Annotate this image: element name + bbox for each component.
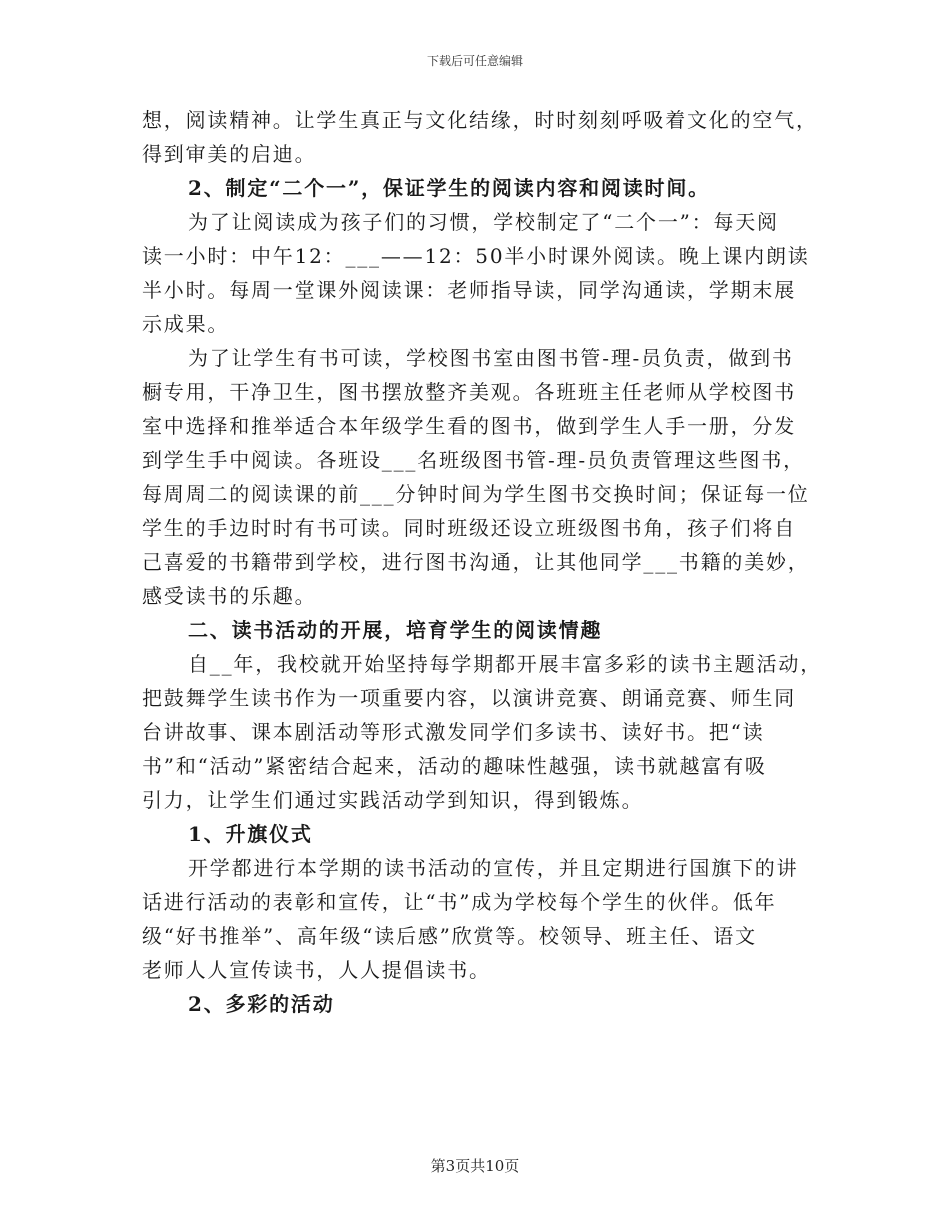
paragraph-line: 每周周二的阅读课的前___分钟时间为学生图书交换时间；保证每一位 <box>142 482 810 506</box>
paragraph-line: 示成果。 <box>142 312 230 336</box>
paragraph-line: 己喜爱的书籍带到学校，进行图书沟通，让其他同学___书籍的美妙， <box>142 550 810 574</box>
paragraph-line: 把鼓舞学生读书作为一项重要内容，以演讲竞赛、朗诵竞赛、师生同 <box>142 686 796 710</box>
paragraph-line: 到学生手中阅读。各班设___名班级图书管-理-员负责管理这些图书， <box>142 448 805 472</box>
paragraph-line: 老师人人宣传读书，人人提倡读书。 <box>142 958 491 982</box>
paragraph-line: 为了让阅读成为孩子们的习惯，学校制定了“二个一”：每天阅 <box>188 210 779 234</box>
section-heading-line: 二、读书活动的开展，培育学生的阅读情趣 <box>188 618 603 642</box>
page-header: 下载后可任意编辑 <box>426 54 523 68</box>
paragraph-line: 开学都进行本学期的读书活动的宣传，并且定期进行国旗下的讲 <box>188 856 799 880</box>
section-heading-line: 2、多彩的活动 <box>188 992 335 1016</box>
document-body <box>142 103 822 1021</box>
section-heading-line: 1、升旗仪式 <box>188 822 313 846</box>
paragraph-line: 读一小时：中午12：___——12：50半小时课外阅读。晚上课内朗读 <box>142 244 810 268</box>
paragraph-line: 引力，让学生们通过实践活动学到知识，得到锻炼。 <box>142 788 644 812</box>
paragraph-line: 书”和“活动”紧密结合起来，活动的趣味性越强，读书就越富有吸 <box>142 754 767 778</box>
paragraph-line: 话进行活动的表彰和宣传，让“书”成为学校每个学生的伙伴。低年 <box>142 890 777 914</box>
paragraph-line: 学生的手边时时有书可读。同时班级还设立班级图书角，孩子们将自 <box>142 516 796 540</box>
paragraph-line: 级“好书推举”、高年级“读后感”欣赏等。校领导、班主任、语文 <box>142 924 757 948</box>
section-heading-line: 2、制定“二个一”，保证学生的阅读内容和阅读时间。 <box>188 176 710 200</box>
paragraph-line: 室中选择和推举适合本年级学生看的图书，做到学生人手一册，分发 <box>142 414 796 438</box>
paragraph-line: 想，阅读精神。让学生真正与文化结缘，时时刻刻呼吸着文化的空气， <box>142 108 818 132</box>
paragraph-line: 橱专用，干净卫生，图书摆放整齐美观。各班班主任老师从学校图书 <box>142 380 796 404</box>
paragraph-line: 为了让学生有书可读，学校图书室由图书管-理-员负责，做到书 <box>188 346 794 370</box>
paragraph-line: 台讲故事、课本剧活动等形式激发同学们多读书、读好书。把“读 <box>142 720 765 744</box>
page-footer: 第3页共10页 <box>430 1157 520 1175</box>
paragraph-line: 得到审美的启迪。 <box>142 142 317 166</box>
paragraph-line: 感受读书的乐趣。 <box>142 584 317 608</box>
paragraph-line: 自__年，我校就开始坚持每学期都开展丰富多彩的读书主题活动， <box>188 652 822 676</box>
paragraph-line: 半小时。每周一堂课外阅读课：老师指导读，同学沟通读，学期末展 <box>142 278 796 302</box>
